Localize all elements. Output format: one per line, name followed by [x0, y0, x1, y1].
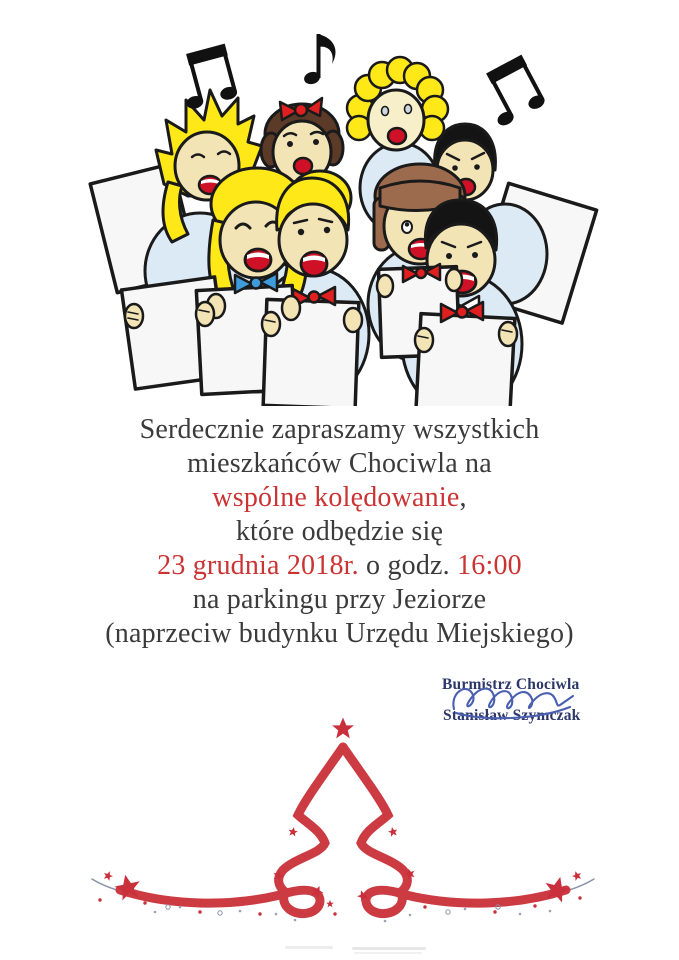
invitation-line-6: na parkingu przy Jeziorze [192, 584, 487, 615]
christmas-tree-ribbon-graphic [80, 700, 600, 945]
signature-name: Stanisław Szymczak [443, 707, 581, 724]
children-choir-illustration [60, 16, 620, 406]
child-blond-boy [277, 178, 349, 276]
event-date: 23 grudnia 2018r. [157, 550, 359, 581]
scan-artifact [285, 946, 333, 949]
invitation-line-7: (naprzeciw budynku Urzędu Miejskiego) [105, 618, 574, 649]
scan-artifact [354, 952, 422, 954]
music-note-icon [475, 55, 547, 128]
tree-ribbon [120, 747, 566, 914]
invitation-line-2: mieszkańców Chociwla na [187, 448, 492, 479]
invitation-line-4: które odbędzie się [235, 516, 444, 547]
invitation-line-3: wspólne kolędowanie, [212, 482, 467, 513]
scan-artifact [352, 947, 426, 950]
invitation-highlight: wspólne kolędowanie [212, 482, 460, 513]
music-note-icon [303, 34, 336, 86]
event-time: 16:00 [457, 550, 522, 581]
invitation-line-5: 23 grudnia 2018r. o godz. 16:00 [157, 550, 522, 581]
signature-title: Burmistrz Chociwla [442, 676, 580, 693]
child-curly-blonde-girl [347, 57, 448, 150]
invitation-line-1: Serdecznie zapraszamy wszystkich [139, 414, 540, 445]
